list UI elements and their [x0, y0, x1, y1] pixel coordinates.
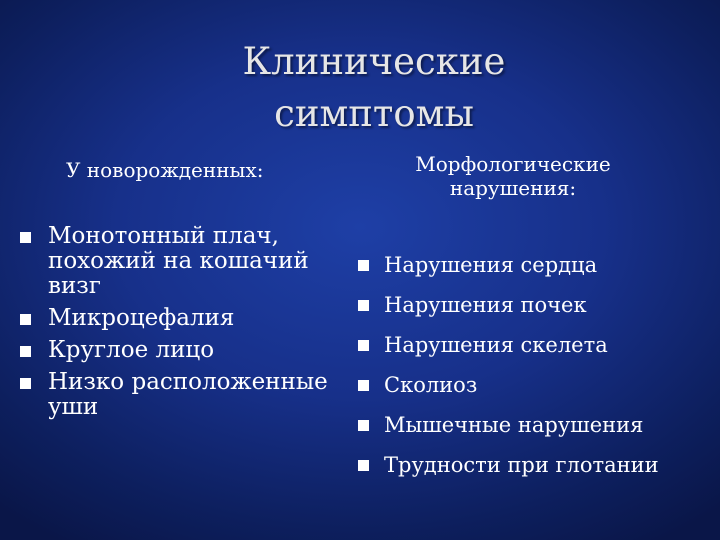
list-item-line: Монотонный плач,: [48, 223, 279, 249]
slide-title-line-2: симптомы: [274, 92, 474, 135]
square-bullet-icon: [20, 346, 31, 357]
morphological-heading-line-1: Морфологические: [415, 152, 611, 176]
morphological-heading: [356, 152, 670, 200]
list-item: [354, 252, 714, 278]
list-item: [354, 372, 714, 398]
square-bullet-icon: [20, 232, 31, 243]
list-item-line: Низко расположенные: [48, 369, 328, 395]
square-bullet-icon: [358, 380, 369, 391]
list-item-text: Сколиоз: [384, 373, 478, 397]
square-bullet-icon: [358, 340, 369, 351]
list-item-line: уши: [48, 394, 99, 420]
list-item-text: Нарушения сердца: [384, 253, 598, 277]
list-item: [354, 332, 714, 358]
newborn-heading: У новорожденных:: [66, 158, 264, 182]
list-item-line: визг: [48, 273, 101, 299]
list-item: [354, 412, 714, 438]
morphological-disorder-list: [354, 252, 714, 492]
list-item-line: Круглое лицо: [48, 337, 215, 363]
square-bullet-icon: [358, 420, 369, 431]
list-item: [18, 338, 338, 363]
list-item-text: Мышечные нарушения: [384, 413, 644, 437]
list-item-line: похожий на кошачий: [48, 248, 309, 274]
square-bullet-icon: [358, 260, 369, 271]
list-item: [354, 452, 714, 478]
slide-title-line-1: Клинические: [242, 40, 506, 83]
square-bullet-icon: [358, 300, 369, 311]
list-item-line: Микроцефалия: [48, 305, 235, 331]
list-item: [18, 224, 338, 299]
list-item: [18, 306, 338, 331]
morphological-heading-line-2: нарушения:: [449, 176, 577, 200]
slide-title: [0, 36, 720, 140]
square-bullet-icon: [20, 314, 31, 325]
newborn-symptom-list: [18, 224, 338, 427]
list-item-text: Нарушения почек: [384, 293, 587, 317]
list-item-text: Трудности при глотании: [384, 453, 659, 477]
list-item: [18, 370, 338, 420]
square-bullet-icon: [20, 378, 31, 389]
list-item-text: Нарушения скелета: [384, 333, 608, 357]
list-item: [354, 292, 714, 318]
square-bullet-icon: [358, 460, 369, 471]
